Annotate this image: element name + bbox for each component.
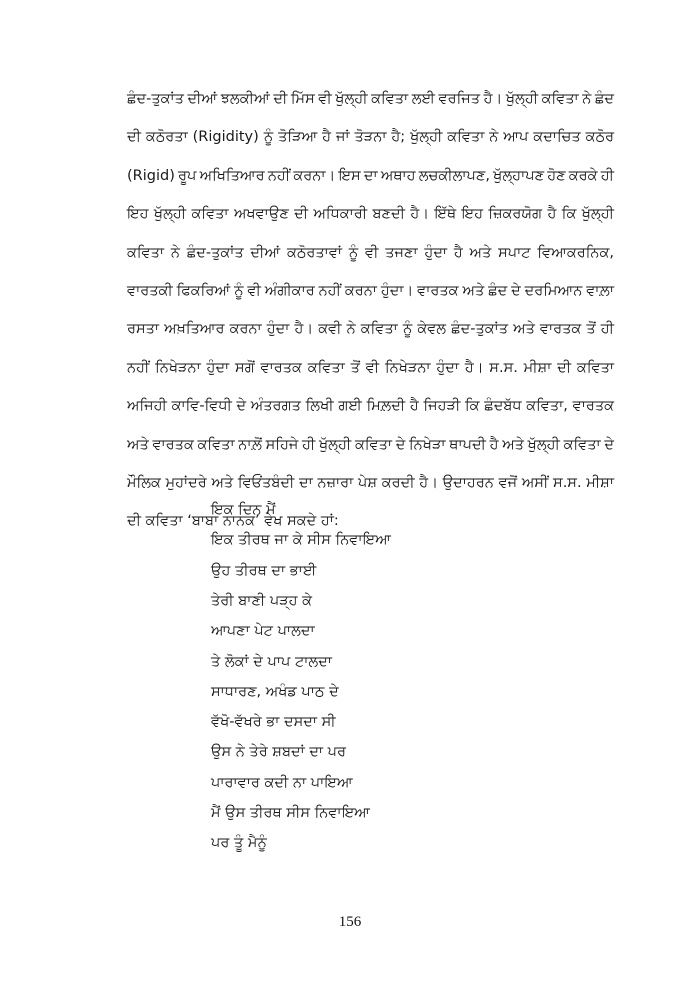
poem-line: ਇਕ ਦਿਨ ਮੈਂ [211, 502, 276, 518]
paragraph-line: ਅਤੇ ਵਾਰਤਕ ਕਵਿਤਾ ਨਾਲ਼ੋਂ ਸਹਿਜੇ ਹੀ ਖੁੱਲ੍ਹੀ ਕਵਿਤਾ ਦੇ ਨਿਖੇੜਾ ਥਾਪਦੀ ਹੈ ਅਤੇ ਖੁੱਲ੍ਹੀ ਕਵਿਤਾ ਦੇ [127, 436, 614, 453]
paragraph-line: ਨਹੀਂ ਨਿਖੇੜਨਾ ਹੁੰਦਾ ਸਗੋਂ ਵਾਰਤਕ ਕਵਿਤਾ ਤੋਂ ਵੀ ਨਿਖੇੜਨਾ ਹੁੰਦਾ ਹੈ। ਸ.ਸ. ਮੀਸ਼ਾ ਦੀ ਕਵਿਤਾ [127, 359, 614, 376]
poem-line: ਵੱਖੋ-ਵੱਖਰੇ ਭਾ ਦਸਦਾ ਸੀ [211, 714, 336, 731]
poem-line: ਤੇ ਲੋਕਾਂ ਦੇ ਪਾਪ ਟਾਲਦਾ [211, 653, 332, 670]
poem-line: ਪਾਰਾਵਾਰ ਕਦੀ ਨਾ ਪਾਇਆ [211, 774, 353, 791]
paragraph-line: ਛੰਦ-ਤੁਕਾਂਤ ਦੀਆਂ ਝਲਕੀਆਂ ਦੀ ਮਿੱਸ ਵੀ ਖੁੱਲ੍ਹੀ ਕਵਿਤਾ ਲਈ ਵਰਜਿਤ ਹੈ। ਖੁੱਲ੍ਹੀ ਕਵਿਤਾ ਨੇ ਛੰਦ [127, 91, 614, 107]
poem-line: ਆਪਣਾ ਪੇਟ ਪਾਲਦਾ [211, 623, 315, 640]
poem-line: ਉਸ ਨੇ ਤੇਰੇ ਸ਼ਬਦਾਂ ਦਾ ਪਰ [211, 744, 347, 761]
poem-line: ਪਰ ਤੂੰ ਮੈਨੂੰ [211, 835, 267, 852]
poem-line: ਮੈਂ ਉਸ ਤੀਰਥ ਸੀਸ ਨਿਵਾਇਆ [211, 805, 370, 821]
paragraph-line: ਵਾਰਤਕੀ ਫਿਕਰਿਆਂ ਨੂੰ ਵੀ ਅੰਗੀਕਾਰ ਨਹੀਂ ਕਰਨਾ ਹੁੰਦਾ। ਵਾਰਤਕ ਅਤੇ ਛੰਦ ਦੇ ਦਰਮਿਆਨ ਵਾਲ਼ਾ [127, 283, 614, 299]
poem-line: ਇਕ ਤੀਰਥ ਜਾ ਕੇ ਸੀਸ ਨਿਵਾਇਆ [211, 532, 391, 549]
paragraph-line: ਅਜਿਹੀ ਕਾਵਿ-ਵਿਧੀ ਦੇ ਅੰਤਰਗਤ ਲਿਖੀ ਗਈ ਮਿਲ਼ਦੀ ਹੈ ਜਿਹੜੀ ਕਿ ਛੰਦਬੱਧ ਕਵਿਤਾ, ਵਾਰਤਕ [127, 398, 614, 415]
paragraph-line: ਕਵਿਤਾ ਨੇ ਛੰਦ-ਤੁਕਾਂਤ ਦੀਆਂ ਕਠੋਰਤਾਵਾਂ ਨੂੰ ਵੀ ਤਜਣਾ ਹੁੰਦਾ ਹੈ ਅਤੇ ਸਪਾਟ ਵਿਆਕਰਨਿਕ, [127, 244, 614, 261]
paragraph-line: (Rigid) ਰੂਪ ਅਖਿਤਿਆਰ ਨਹੀਂ ਕਰਨਾ। ਇਸ ਦਾ ਅਥਾਹ ਲਚਕੀਲਾਪਣ, ਖੁੱਲ੍ਹਾਪਣ ਹੋਣ ਕਰਕੇ ਹੀ [127, 167, 614, 184]
paragraph-line: ਰਸਤਾ ਅਖ਼ਤਿਆਰ ਕਰਨਾ ਹੁੰਦਾ ਹੈ। ਕਵੀ ਨੇ ਕਵਿਤਾ ਨੂੰ ਕੇਵਲ ਛੰਦ-ਤੁਕਾਂਤ ਅਤੇ ਵਾਰਤਕ ਤੋਂ ਹੀ [127, 321, 614, 338]
poem-line: ਉਹ ਤੀਰਥ ਦਾ ਭਾਈ [211, 562, 317, 579]
poem-line: ਤੇਰੀ ਬਾਣੀ ਪੜ੍ਹ ਕੇ [211, 592, 313, 609]
paragraph-line: ਇਹ ਖੁੱਲ੍ਹੀ ਕਵਿਤਾ ਅਖਵਾਉਣ ਦੀ ਅਧਿਕਾਰੀ ਬਣਦੀ ਹੈ। ਇੱਥੇ ਇਹ ਜ਼ਿਕਰਯੋਗ ਹੈ ਕਿ ਖੁੱਲ੍ਹੀ [127, 206, 614, 223]
paragraph-line-last: ਦੀ ਕਵਿਤਾ ‘ਬਾਬਾ ਨਾਨਕ’ ਵੇਖ ਸਕਦੇ ਹਾਂ: [127, 513, 339, 530]
page-number: 156 [338, 914, 362, 930]
poem-line: ਸਾਧਾਰਣ, ਅਖੰਡ ਪਾਠ ਦੇ [211, 683, 339, 700]
paragraph-line: ਦੀ ਕਠੋਰਤਾ (Rigidity) ਨੂੰ ਤੋੜਿਆ ਹੈ ਜਾਂ ਤੋੜਨਾ ਹੈ; ਖੁੱਲ੍ਹੀ ਕਵਿਤਾ ਨੇ ਆਪ ਕਦਾਚਿਤ ਕਠੋਰ [127, 129, 614, 146]
paragraph-line: ਮੌਲਿਕ ਮੁਹਾਂਦਰੇ ਅਤੇ ਵਿਓਂਤਬੰਦੀ ਦਾ ਨਜ਼ਾਰਾ ਪੇਸ਼ ਕਰਦੀ ਹੈ। ਉਦਾਹਰਨ ਵਜੋਂ ਅਸੀਂ ਸ.ਸ. ਮੀਸ਼ਾ [127, 475, 614, 491]
